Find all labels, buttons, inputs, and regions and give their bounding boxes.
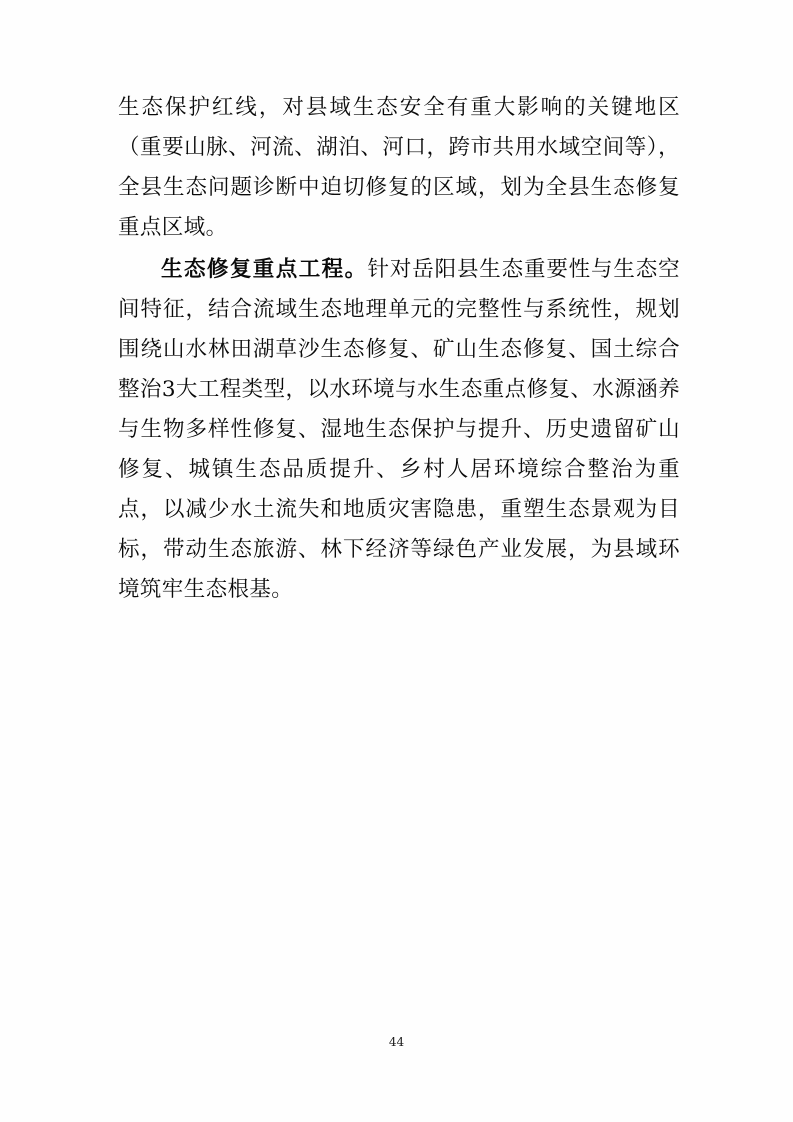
paragraph-2-text: 针对岳阳县生态重要性与生态空间特征，结合流域生态地理单元的完整性与系统性，规划围绕山水林田湖草沙生态修复、矿山生态修复、国土综合整治3大工程类型，以水环境与水生态重点修复、水源涵养与生物多样性修复、湿地生态保护与提升、历史遗留矿山修复、城镇生态品质提升、乡村人居环境综合整治为重点，以减少水土流失和地质灾害隐患，重塑生态景观为目标，带动生态旅游、林下经济等绿色产业发展，为县域环境筑牢生态根基。 bbox=[118, 257, 680, 602]
paragraph-2 bbox=[118, 250, 680, 610]
paragraph-1 bbox=[118, 88, 680, 248]
paragraph-1-text: 生态保护红线，对县域生态安全有重大影响的关键地区（重要山脉、河流、湖泊、河口，跨市共用水域空间等），全县生态问题诊断中迫切修复的区域，划为全县生态修复重点区域。 bbox=[118, 95, 680, 240]
page-content bbox=[118, 88, 680, 610]
paragraph-2-lead: 生态修复重点工程。 bbox=[161, 257, 368, 282]
page-number: 44 bbox=[388, 1035, 405, 1049]
